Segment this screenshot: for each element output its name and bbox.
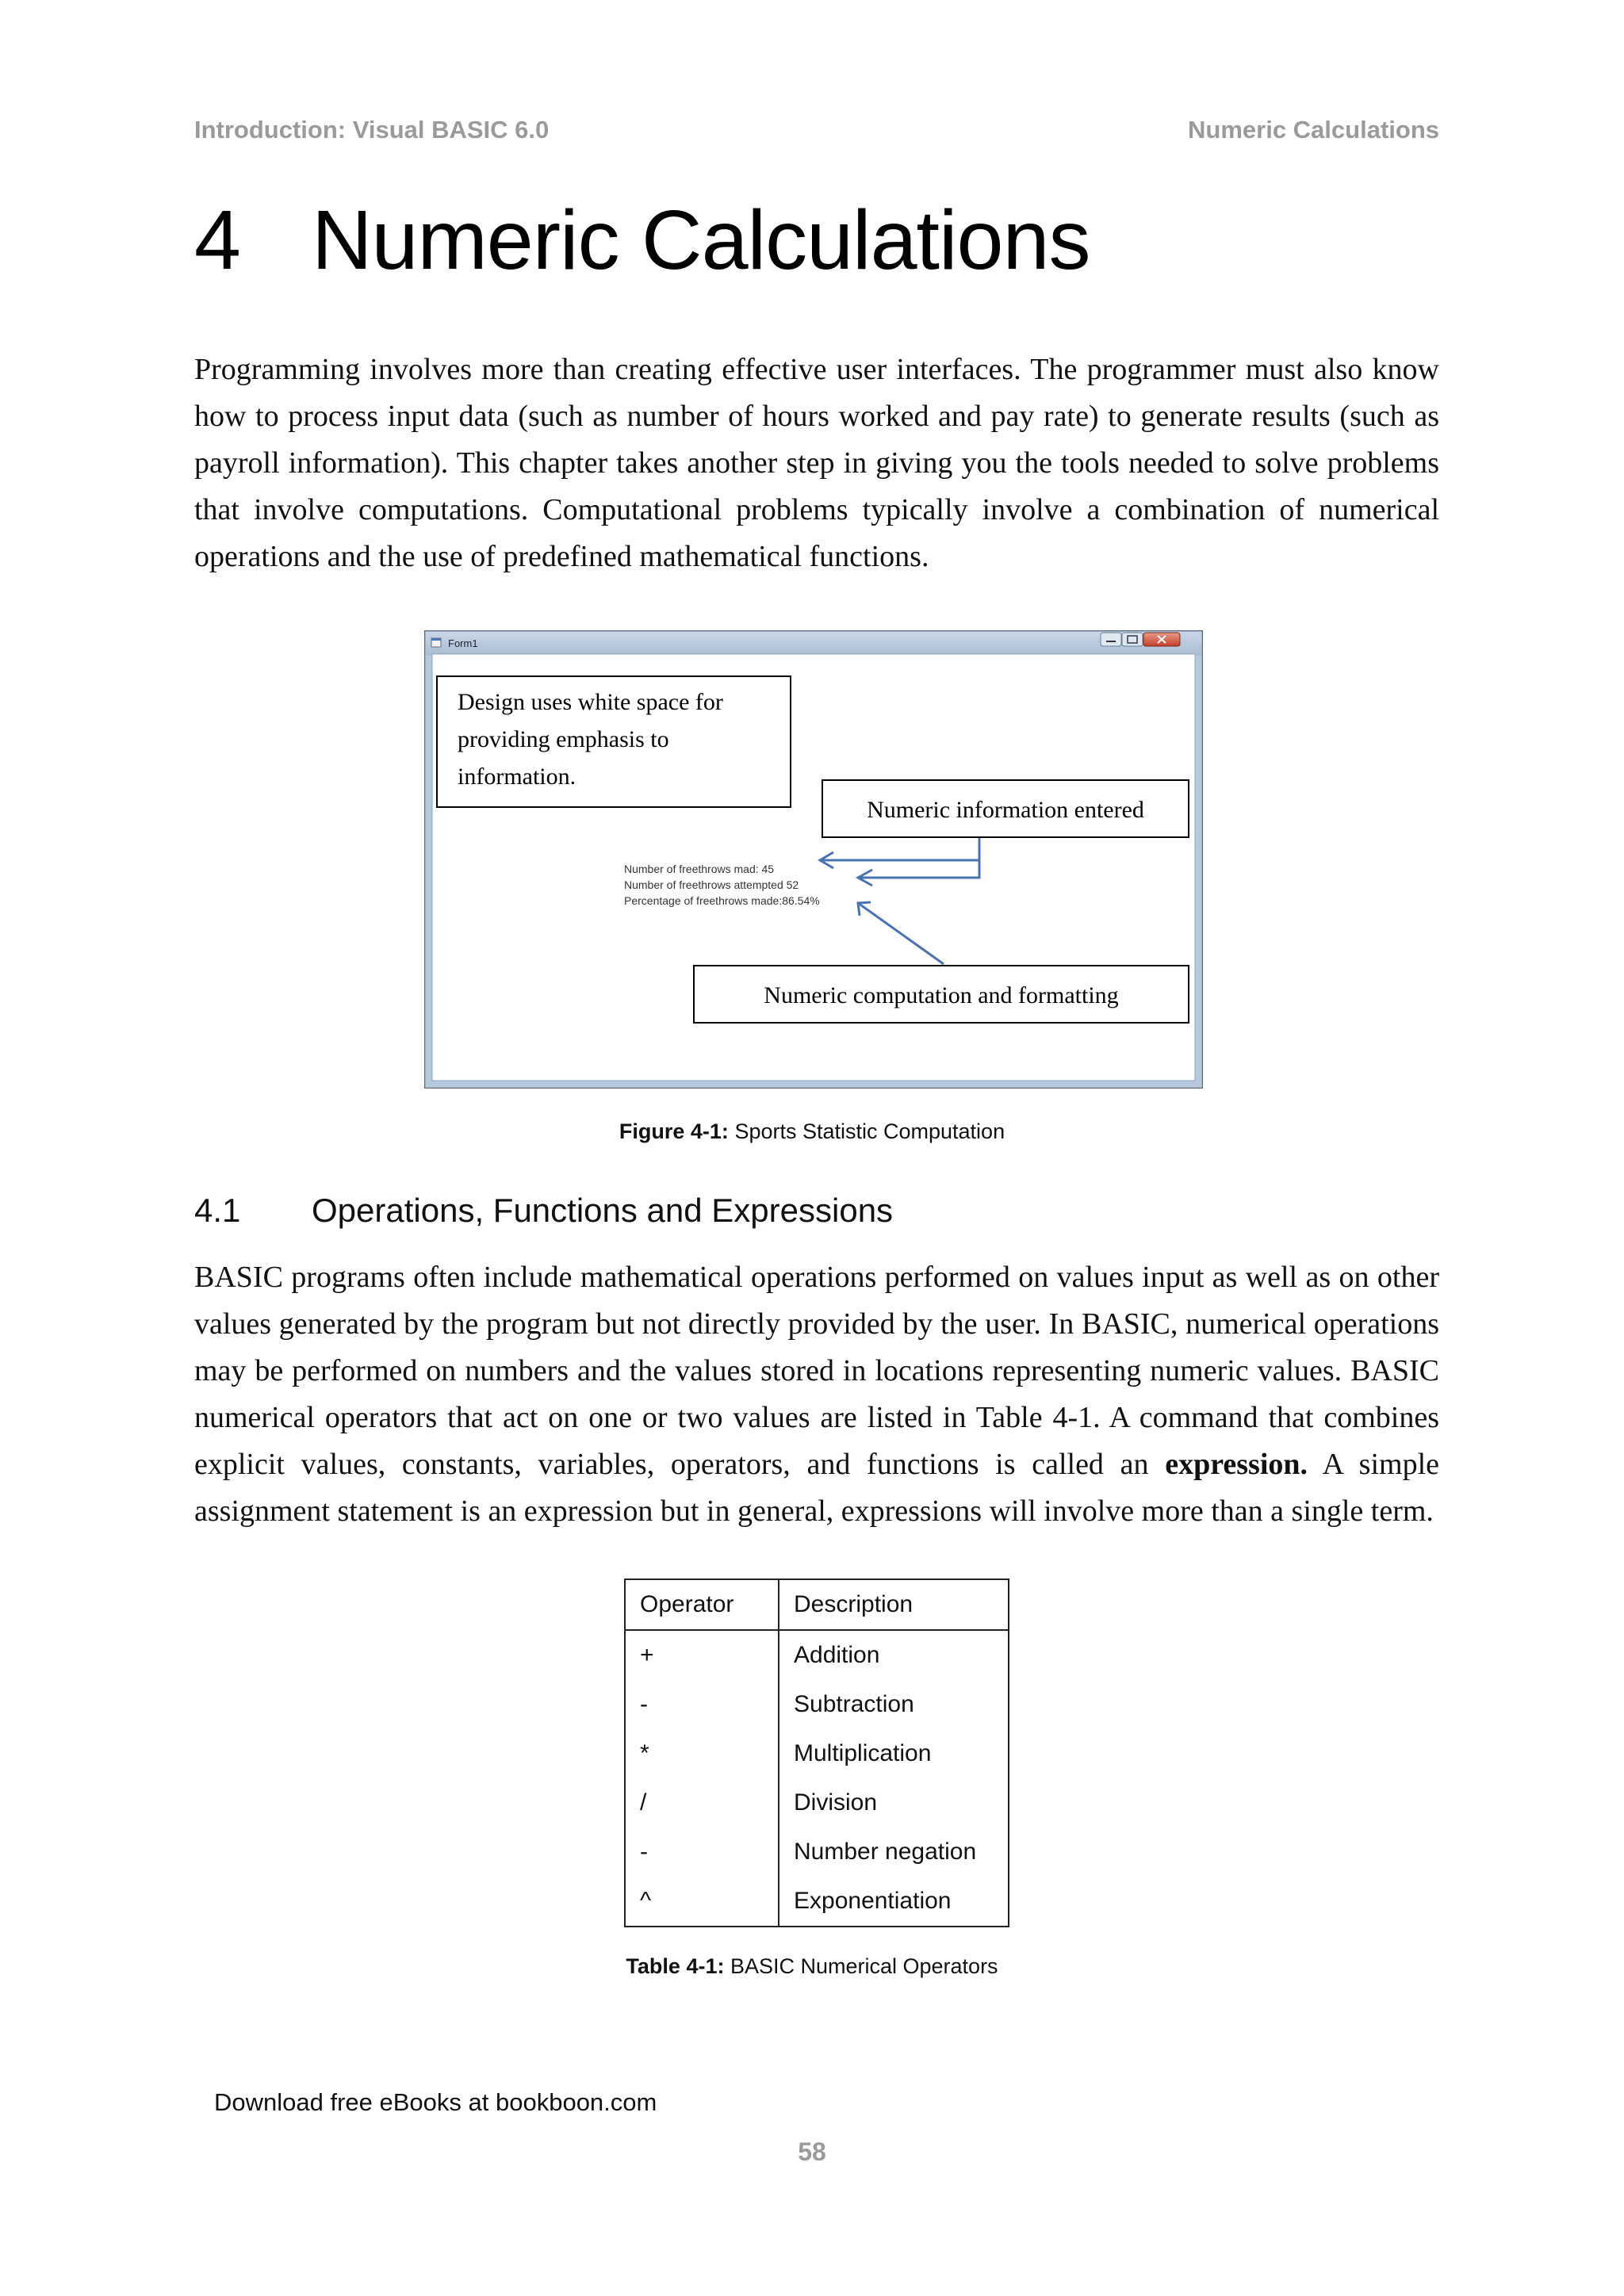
section-paragraph xyxy=(194,1254,1439,1535)
table-header-operator: Operator xyxy=(625,1579,779,1630)
close-icon[interactable] xyxy=(1143,633,1180,646)
intro-paragraph xyxy=(194,346,1439,580)
section-heading xyxy=(194,1192,893,1230)
form-icon xyxy=(431,638,441,647)
section-paragraph-part-1: BASIC programs often include mathematical operations performed on values input as well as on other values generated by the program but not directly provided by the user. In BASIC, numerical operations may be performed on numbers and the values stored in locations representing numeric values. BASIC numerical operators that act on one or two values are listed in Table 4-1. A command that combines explicit values, constants, variables, operators, and functions is called an xyxy=(194,1261,1439,1481)
maximize-icon[interactable] xyxy=(1122,633,1143,646)
figure-form-screenshot xyxy=(424,630,1203,1089)
download-link[interactable]: Download free eBooks at bookboon.com xyxy=(214,2088,657,2116)
chapter-title-text: Numeric Calculations xyxy=(312,193,1090,287)
callout-design-line-3: information. xyxy=(458,763,576,790)
running-header-left: Introduction: Visual BASIC 6.0 xyxy=(194,116,550,144)
minimize-icon[interactable] xyxy=(1101,633,1121,646)
table-row xyxy=(625,1827,1009,1877)
table-cell-description: Addition xyxy=(779,1630,1009,1680)
figure-caption-label: Figure 4-1: xyxy=(619,1119,729,1143)
chapter-title xyxy=(194,193,1090,287)
table-row xyxy=(625,1680,1009,1729)
table-cell-operator: - xyxy=(625,1680,779,1729)
section-title-text: Operations, Functions and Expressions xyxy=(312,1192,894,1229)
output-line-percentage: Percentage of freethrows made:86.54% xyxy=(624,894,820,907)
table-cell-operator: ^ xyxy=(625,1877,779,1927)
running-header-right: Numeric Calculations xyxy=(1188,116,1439,144)
table-row xyxy=(625,1630,1009,1680)
section-number: 4.1 xyxy=(194,1192,241,1229)
output-line-made: Number of freethrows mad: 45 xyxy=(624,863,775,875)
callout-design-line-2: providing emphasis to xyxy=(458,726,669,752)
table-cell-operator: * xyxy=(625,1729,779,1778)
table-row xyxy=(625,1877,1009,1927)
callout-entered-text: Numeric information entered xyxy=(867,797,1144,823)
output-line-attempted: Number of freethrows attempted 52 xyxy=(624,878,799,891)
section-paragraph-part-2: A simple assignment statement is an expression but in general, expressions will involve more than a single term. xyxy=(194,1448,1440,1528)
operators-table xyxy=(624,1578,1009,1927)
callout-design-line-1: Design uses white space for xyxy=(458,689,723,715)
table-caption-text: BASIC Numerical Operators xyxy=(724,1954,998,1978)
window-title: Form1 xyxy=(448,637,478,649)
table-row xyxy=(625,1729,1009,1778)
table-caption-label: Table 4-1: xyxy=(626,1954,725,1978)
section-paragraph-bold-term: expression. xyxy=(1165,1448,1308,1481)
table-cell-description: Subtraction xyxy=(779,1680,1009,1729)
table-cell-description: Number negation xyxy=(779,1827,1009,1877)
table-cell-description: Exponentiation xyxy=(779,1877,1009,1927)
intro-paragraph-text: Programming involves more than creating effective user interfaces. The programmer must also know how to process input data (such as number of hours worked and pay rate) to generate results (such as payroll information). This chapter takes another step in giving you the tools needed to solve problems that involve computations. Computational problems typically involve a combination of numerical operations and the use of predefined mathematical functions. xyxy=(194,353,1439,573)
table-cell-description: Multiplication xyxy=(779,1729,1009,1778)
figure-caption-text: Sports Statistic Computation xyxy=(728,1119,1005,1143)
page-number: 58 xyxy=(798,2137,826,2166)
table-cell-operator: + xyxy=(625,1630,779,1680)
callout-computation-text: Numeric computation and formatting xyxy=(764,982,1119,1008)
chapter-number: 4 xyxy=(194,193,240,287)
table-header-description: Description xyxy=(779,1579,1009,1630)
table-cell-operator: - xyxy=(625,1827,779,1877)
table-cell-description: Division xyxy=(779,1778,1009,1827)
table-row xyxy=(625,1778,1009,1827)
figure-caption xyxy=(0,1119,1624,1144)
table-cell-operator: / xyxy=(625,1778,779,1827)
table-caption xyxy=(0,1954,1624,1979)
table-header-row xyxy=(625,1579,1009,1630)
